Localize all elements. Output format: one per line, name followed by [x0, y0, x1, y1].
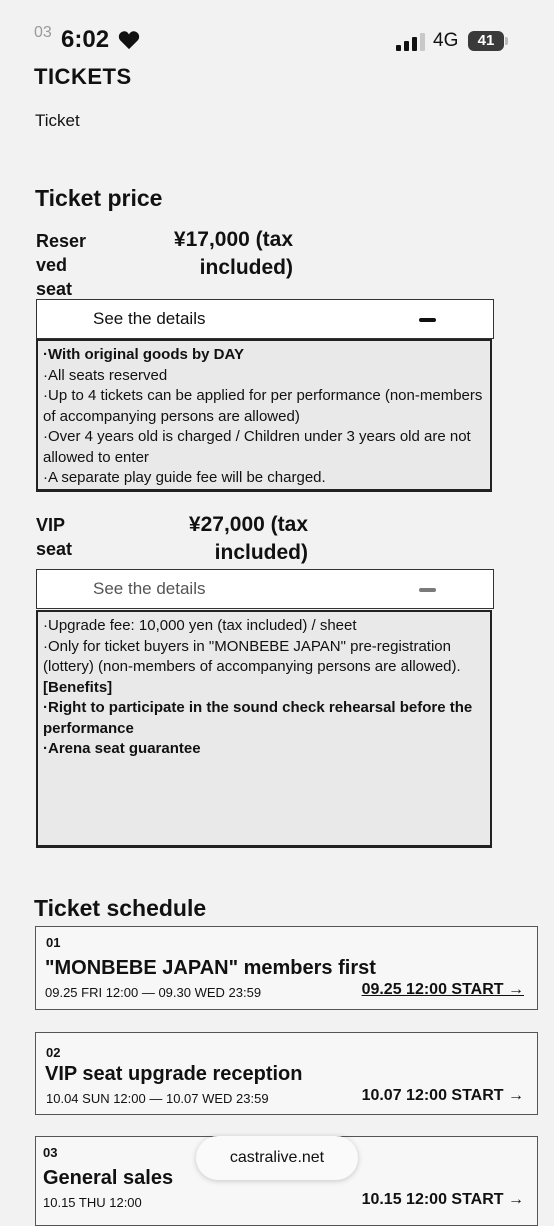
page-subheading: Ticket [35, 111, 80, 130]
vip-details-panel [36, 610, 492, 848]
schedule-period: 10.15 THU 12:00 [43, 1195, 142, 1210]
detail-line: ·Over 4 years old is charged / Children under 3 years old are not allowed to enter [43, 428, 471, 466]
detail-line: ·A separate play guide fee will be charged. [43, 469, 326, 486]
schedule-period: 10.04 SUN 12:00 — 10.07 WED 23:59 [46, 1091, 269, 1106]
schedule-title: "MONBEBE JAPAN" members first [45, 957, 376, 979]
detail-line: ·Only for ticket buyers in "MONBEBE JAPAN" pre-registration (lottery) (non-members of accompanying persons are allowed). [43, 637, 461, 675]
schedule-number: 03 [43, 1145, 58, 1160]
detail-line: ·With original goods by DAY [43, 346, 244, 363]
network-type: 4G [433, 30, 459, 51]
schedule-start-link[interactable]: 10.15 12:00 START → [361, 1191, 524, 1208]
schedule-number: 01 [46, 935, 61, 950]
vip-see-details-toggle[interactable] [36, 569, 494, 609]
reserved-see-details-toggle[interactable] [36, 299, 494, 339]
battery-level: 41 [477, 32, 495, 49]
schedule-card[interactable] [35, 926, 538, 1010]
reserved-details-panel [36, 339, 492, 492]
see-details-label: See the details [93, 579, 206, 598]
battery-icon [468, 31, 508, 51]
schedule-period: 09.25 FRI 12:00 — 09.30 WED 23:59 [45, 985, 262, 1000]
reserved-seat-price: ¥17,000 (tax included) [173, 228, 293, 279]
signal-strength-icon [396, 33, 426, 51]
detail-line: [Benefits] [43, 678, 113, 696]
schedule-number: 02 [46, 1045, 61, 1060]
heart-icon [118, 30, 140, 50]
collapse-minus-icon[interactable] [419, 318, 436, 322]
clock: 6:02 [61, 26, 110, 53]
detail-line: ·Arena seat guarantee [43, 740, 201, 757]
schedule-title: General sales [43, 1167, 174, 1189]
ticket-schedule-title: Ticket schedule [34, 895, 207, 921]
previous-app-indicator[interactable]: 03 [34, 24, 52, 41]
detail-line: ·Up to 4 tickets can be applied for per performance (non-members of accompanying persons are allowed) [43, 387, 483, 425]
schedule-start-link[interactable]: 10.07 12:00 START → [361, 1087, 524, 1104]
schedule-card[interactable] [35, 1032, 538, 1115]
ticket-price-title: Ticket price [35, 185, 163, 211]
page-heading: TICKETS [34, 64, 132, 89]
schedule-start-link[interactable]: 09.25 12:00 START → [361, 981, 524, 998]
detail-line: ·Right to participate in the sound check rehearsal before the performance [43, 699, 473, 737]
schedule-title: VIP seat upgrade reception [45, 1063, 303, 1085]
reserved-seat-label: Reser ved seat [36, 231, 87, 299]
detail-line: ·Upgrade fee: 10,000 yen (tax included) / sheet [43, 617, 357, 634]
detail-line: ·All seats reserved [43, 366, 168, 384]
vip-seat-price: ¥27,000 (tax included) [188, 513, 308, 564]
see-details-label: See the details [93, 309, 206, 328]
vip-seat-label: VIP seat [36, 515, 73, 559]
collapse-minus-icon[interactable] [419, 588, 436, 592]
status-bar [0, 0, 554, 62]
browser-address-pill[interactable]: castralive.net [196, 1136, 358, 1180]
